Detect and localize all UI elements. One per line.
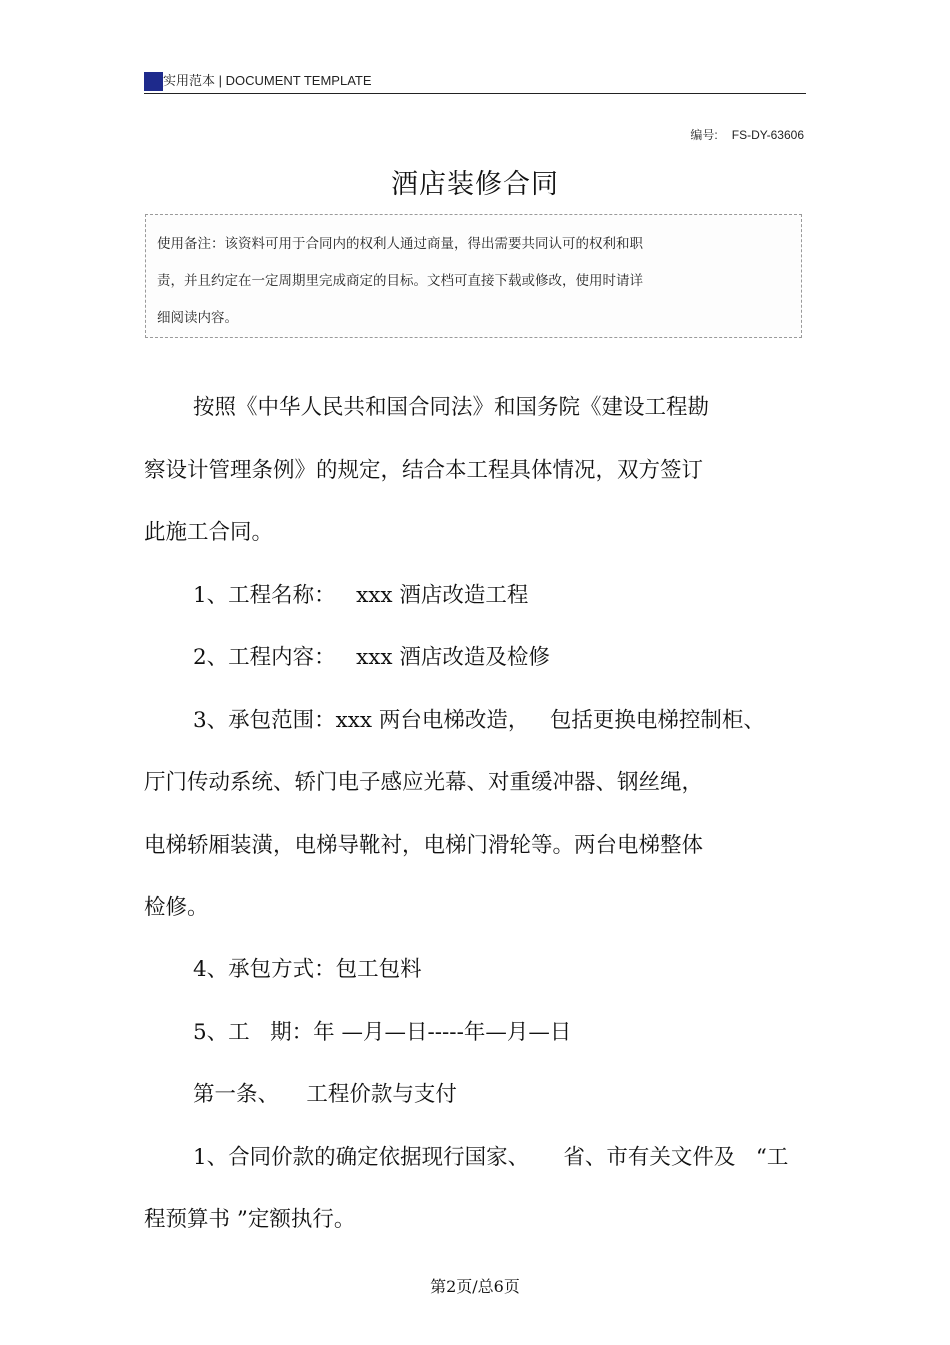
body-paragraph-line: 检修。 [144, 895, 209, 920]
body-paragraph-line: 4、承包方式：包工包料 [193, 957, 422, 982]
page-number: 第2页/总6页 [430, 1277, 520, 1296]
body-paragraph-line: 3、承包范围：xxx 两台电梯改造， 包括更换电梯控制柜、 [193, 708, 765, 733]
template-mark-icon [144, 72, 163, 91]
body-paragraph-line: 1、工程名称： xxx 酒店改造工程 [193, 583, 529, 608]
usage-note-line: 细阅读内容。 [157, 310, 238, 326]
serial-label: 编号: [690, 128, 718, 142]
body-paragraph-line: 2、工程内容： xxx 酒店改造及检修 [193, 645, 550, 670]
body-paragraph-line: 厅门传动系统、轿门电子感应光幕、对重缓冲器、钢丝绳， [144, 770, 704, 795]
body-paragraph-line: 电梯轿厢装潢，电梯导靴衬，电梯门滑轮等。两台电梯整体 [144, 833, 704, 858]
document-title: 酒店装修合同 [391, 169, 559, 200]
body-paragraph-line: 程预算书 ”定额执行。 [144, 1207, 356, 1232]
body-paragraph-line: 察设计管理条例》的规定，结合本工程具体情况，双方签订 [144, 458, 704, 483]
header-label: 实用范本 | DOCUMENT TEMPLATE [163, 73, 372, 88]
usage-note-box [145, 214, 802, 338]
body-paragraph-line: 5、工 期：年 —月—日-----年—月—日 [193, 1020, 572, 1045]
body-paragraph-line: 第一条、 工程价款与支付 [193, 1082, 457, 1107]
document-header [144, 66, 806, 94]
body-paragraph-line: 1、合同价款的确定依据现行国家、 省、市有关文件及 “工 [193, 1145, 789, 1170]
serial-number [690, 126, 804, 143]
serial-value: FS-DY-63606 [731, 128, 804, 142]
body-paragraph-line: 此施工合同。 [144, 520, 274, 545]
body-paragraph-line: 按照《中华人民共和国合同法》和国务院《建设工程勘 [193, 395, 710, 420]
usage-note-line: 使用备注：该资料可用于合同内的权利人通过商量，得出需要共同认可的权利和职 [157, 236, 643, 252]
usage-note-line: 责，并且约定在一定周期里完成商定的目标。文档可直接下载或修改，使用时请详 [157, 273, 643, 289]
